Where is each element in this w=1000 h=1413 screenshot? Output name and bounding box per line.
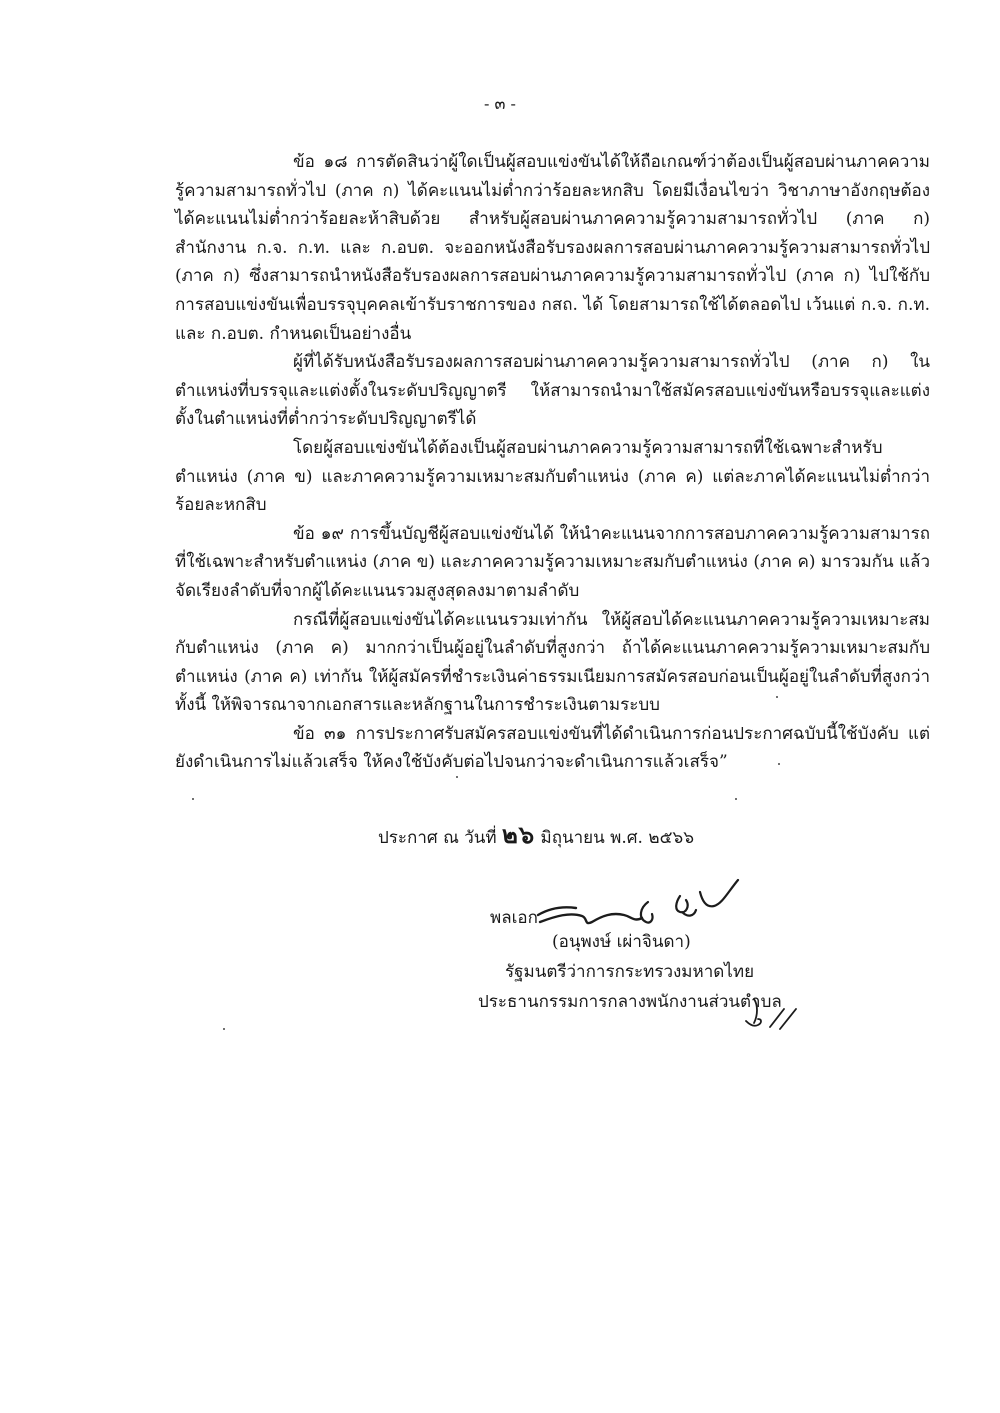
scan-speck bbox=[456, 776, 458, 778]
signatory-name: (อนุพงษ์ เผ่าจินดา) bbox=[552, 932, 691, 952]
announcement-day: ๒๖ bbox=[502, 820, 536, 849]
handwritten-initials bbox=[740, 995, 800, 1035]
scan-speck bbox=[778, 763, 780, 765]
document-body bbox=[175, 148, 930, 777]
paragraph-tie-break: กรณีที่ผู้สอบแข่งขันได้คะแนนรวมเท่ากัน ให้ผู้สอบได้คะแนนภาคความรู้ความเหมาะสมกับตำแหน่ง (ภาค ค) มากกว่าเป็นผู้อยู่ในลำดับที่สูงกว่า ถ้าได้คะแนนภาคความรู้ความเหมาะสมกับตำแหน่ง (ภาค ค) เท่ากัน ให้ผู้สมัครที่ชำระเงินค่าธรรมเนียมการสมัครสอบก่อนเป็นผู้อยู่ในลำดับที่สูงกว่า ทั้งนี้ ให้พิจารณาจากเอกสารและหลักฐานในการชำระเงินตามระบบ bbox=[175, 609, 930, 716]
scan-speck bbox=[776, 696, 778, 698]
paragraph-clause-19: ข้อ ๑๙ การขึ้นบัญชีผู้สอบแข่งขันได้ ให้นำคะแนนจากการสอบภาคความรู้ความสามารถที่ใช้เฉพาะสำหรับตำแหน่ง (ภาค ข) และภาคความรู้ความเหมาะสมกับตำแหน่ง (ภาค ค) มารวมกัน แล้วจัดเรียงลำดับที่จากผู้ได้คะแนนรวมสูงสุดลงมาตามลำดับ bbox=[175, 523, 930, 601]
announcement-date bbox=[0, 815, 1000, 854]
scan-speck bbox=[223, 1028, 225, 1030]
announcement-prefix: ประกาศ ณ วันที่ bbox=[377, 828, 497, 848]
page-number: - ๓ - bbox=[484, 94, 516, 113]
signatory-position-minister: รัฐมนตรีว่าการกระทรวงมหาดไทย bbox=[505, 962, 755, 982]
paragraph-certificate-use: ผู้ที่ได้รับหนังสือรับรองผลการสอบผ่านภาคความรู้ความสามารถทั่วไป (ภาค ก) ในตำแหน่งที่บรรจุและแต่งตั้งในระดับปริญญาตรี ให้สามารถนำมาใช้สมัครสอบแข่งขันหรือบรรจุและแต่งตั้งในตำแหน่งที่ต่ำกว่าระดับปริญญาตรีได้ bbox=[175, 352, 930, 430]
paragraph-pass-criteria: โดยผู้สอบแข่งขันได้ต้องเป็นผู้สอบผ่านภาคความรู้ความสามารถที่ใช้เฉพาะสำหรับตำแหน่ง (ภาค ข) และภาคความรู้ความเหมาะสมกับตำแหน่ง (ภาค ค) แต่ละภาคได้คะแนนไม่ต่ำกว่าร้อยละหกสิบ bbox=[175, 437, 930, 516]
signatory-rank: พลเอก bbox=[490, 908, 538, 928]
paragraph-clause-18: ข้อ ๑๘ การตัดสินว่าผู้ใดเป็นผู้สอบแข่งขันได้ให้ถือเกณฑ์ว่าต้องเป็นผู้สอบผ่านภาคความรู้ความสามารถทั่วไป (ภาค ก) ได้คะแนนไม่ต่ำกว่าร้อยละหกสิบ โดยมีเงื่อนไขว่า วิชาภาษาอังกฤษต้องได้คะแนนไม่ต่ำกว่าร้อยละห้าสิบด้วย สำหรับผู้สอบผ่านภาคความรู้ความสามารถทั่วไป (ภาค ก) สำนักงาน ก.จ. ก.ท. และ ก.อบต. จะออกหนังสือรับรองผลการสอบผ่านภาคความรู้ความสามารถทั่วไป (ภาค ก) ซึ่งสามารถนำหนังสือรับรองผลการสอบผ่านภาคความรู้ความสามารถทั่วไป (ภาค ก) ไปใช้กับการสอบแข่งขันเพื่อบรรจุบุคคลเข้ารับราชการของ กสถ. ได้ โดยสามารถใช้ได้ตลอดไป เว้นแต่ ก.จ. ก.ท. และ ก.อบต. กำหนดเป็นอย่างอื่น bbox=[175, 152, 930, 344]
paragraph-clause-31: ข้อ ๓๑ การประกาศรับสมัครสอบแข่งขันที่ได้ดำเนินการก่อนประกาศฉบับนี้ใช้บังคับ แต่ยังดำเนินการไม่แล้วเสร็จ ให้คงใช้บังคับต่อไปจนกว่าจะดำเนินการแล้วเสร็จ” bbox=[175, 723, 930, 773]
scan-speck bbox=[192, 798, 194, 800]
announcement-month-year: มิถุนายน พ.ศ. ๒๕๖๖ bbox=[540, 828, 695, 848]
signatory-position-chairman: ประธานกรรมการกลางพนักงานส่วนตำบล bbox=[478, 992, 782, 1012]
scan-speck bbox=[735, 798, 737, 800]
